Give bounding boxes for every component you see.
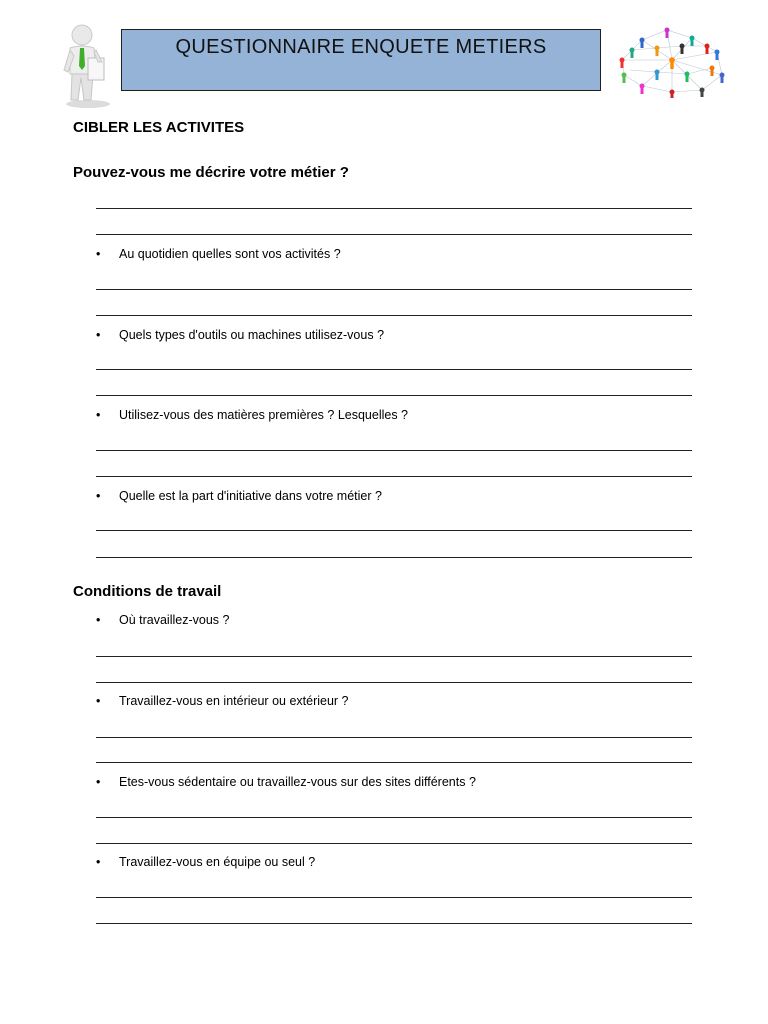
answer-line — [96, 557, 692, 558]
answer-line — [96, 682, 692, 683]
answer-line — [96, 923, 692, 924]
answer-line — [96, 395, 692, 396]
bullet-icon: • — [96, 613, 101, 627]
question-text: Quels types d'outils ou machines utilisez-vous ? — [119, 328, 385, 342]
bullet-icon: • — [96, 855, 101, 869]
answer-line — [96, 208, 692, 209]
question-text: Au quotidien quelles sont vos activités ? — [119, 247, 341, 261]
section-heading-activities: CIBLER LES ACTIVITES — [73, 119, 245, 136]
answer-line — [96, 762, 692, 763]
bullet-icon: • — [96, 408, 101, 422]
answer-line — [96, 476, 692, 477]
answer-line — [96, 897, 692, 898]
main-question: Pouvez-vous me décrire votre métier ? — [73, 164, 349, 181]
question-text: Quelle est la part d'initiative dans votre métier ? — [119, 489, 382, 503]
person-with-document-icon — [58, 22, 120, 108]
answer-line — [96, 289, 692, 290]
people-network-icon — [612, 20, 732, 98]
section-heading-conditions: Conditions de travail — [73, 583, 222, 600]
bullet-icon: • — [96, 694, 101, 708]
answer-line — [96, 737, 692, 738]
answer-line — [96, 656, 692, 657]
answer-line — [96, 817, 692, 818]
bullet-icon: • — [96, 328, 101, 342]
question-text: Où travaillez-vous ? — [119, 613, 230, 627]
answer-line — [96, 369, 692, 370]
answer-line — [96, 530, 692, 531]
question-text: Travaillez-vous en intérieur ou extérieur ? — [119, 694, 349, 708]
title-box — [121, 29, 601, 91]
question-text: Etes-vous sédentaire ou travaillez-vous sur des sites différents ? — [119, 775, 476, 789]
question-text: Travaillez-vous en équipe ou seul ? — [119, 855, 316, 869]
question-text: Utilisez-vous des matières premières ? Lesquelles ? — [119, 408, 409, 422]
answer-line — [96, 234, 692, 235]
bullet-icon: • — [96, 247, 101, 261]
page-title: QUESTIONNAIRE ENQUETE METIERS — [175, 36, 547, 58]
bullet-icon: • — [96, 489, 101, 503]
answer-line — [96, 315, 692, 316]
bullet-icon: • — [96, 775, 101, 789]
answer-line — [96, 843, 692, 844]
answer-line — [96, 450, 692, 451]
